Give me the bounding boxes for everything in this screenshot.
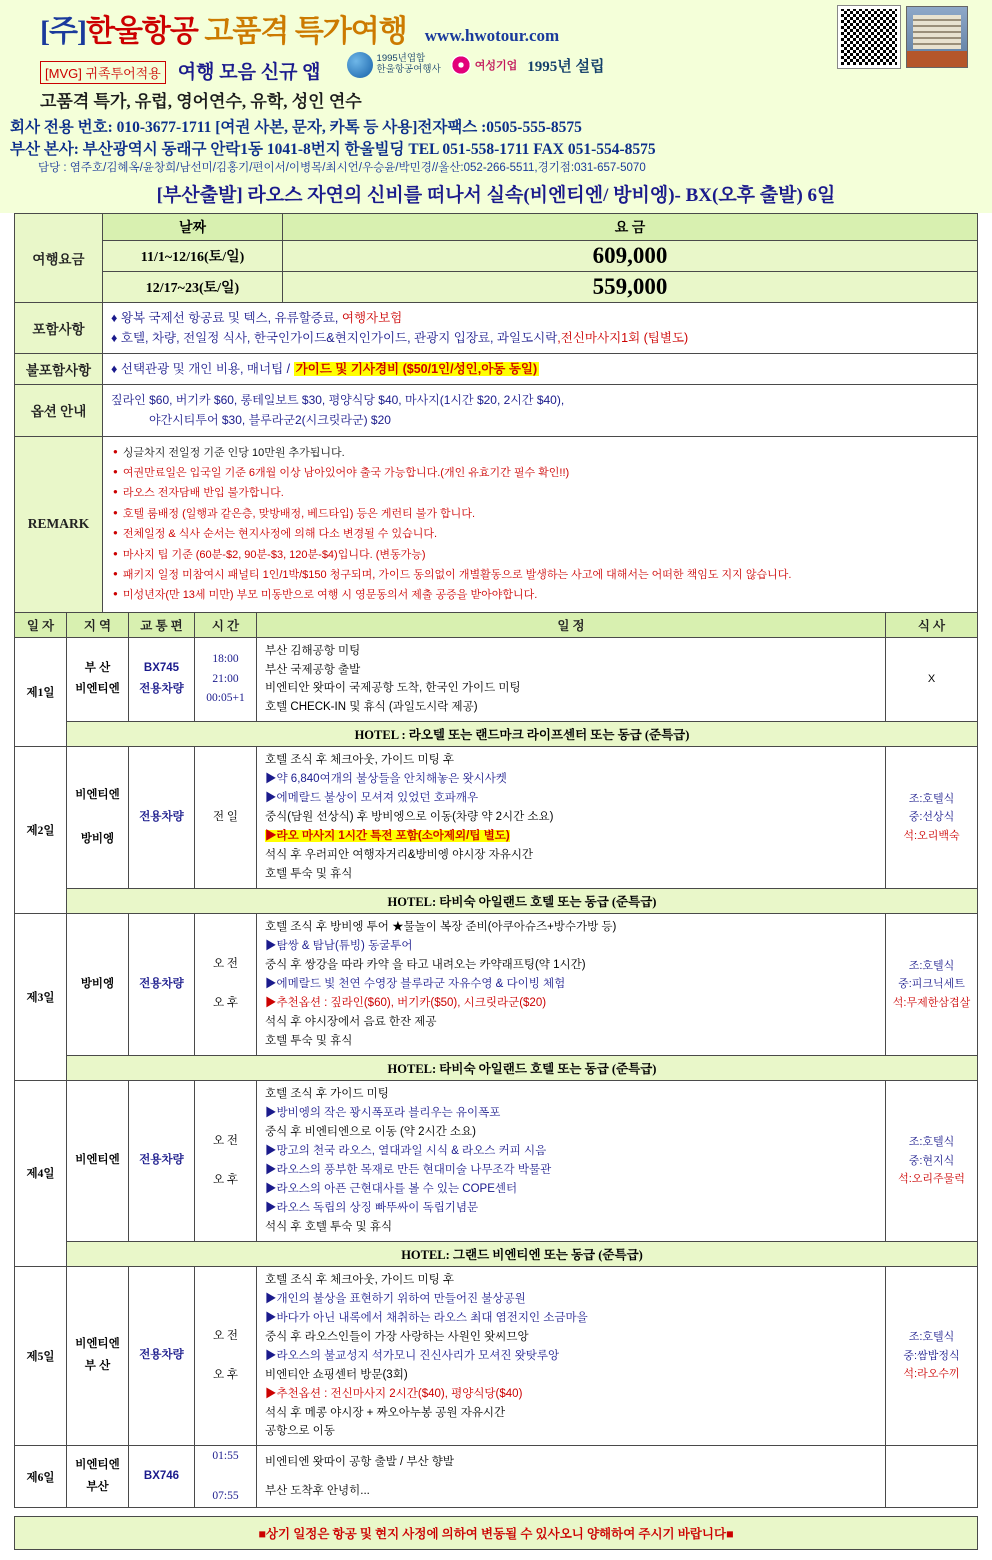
day4-time-1: 오 전	[212, 1134, 239, 1147]
remark-item: ● 전체일정 & 식사 순서는 현지사정에 의해 다소 변경될 수 있습니다.	[113, 524, 967, 544]
day2-sched-4: 중식(담원 선상식) 후 방비엥으로 이동(차량 약 2시간 소요)	[265, 811, 554, 824]
day2-sched-5: ▶라오 마사지 1시간 특전 포함(소아제외/팁 별도)	[265, 830, 510, 843]
day1-vehicle: 전용차량	[139, 683, 184, 696]
col-header-time: 시 간	[195, 612, 257, 637]
itinerary-header-row	[15, 612, 978, 637]
day2-sched-3: ▶에메랄드 불상이 모셔져 있었던 호파깨우	[265, 792, 479, 805]
day6-time-2: 07:55	[212, 1489, 239, 1502]
contact-row-3: 담당 : 염주호/김혜옥/윤창희/남선미/김홍기/편이서/이병목/최시언/우승윤/박민경//울산:052-266-5511,경기점:031-657-5070	[38, 162, 646, 174]
day3-schedule	[257, 914, 886, 1056]
day3-meal	[886, 914, 978, 1056]
day4-area: 비엔티엔	[67, 1080, 129, 1241]
day6-schedule	[257, 1446, 886, 1508]
day5-times	[195, 1266, 257, 1446]
day2-times: 전 일	[195, 747, 257, 889]
day2-sched-7: 호텔 투숙 및 휴식	[265, 868, 353, 881]
day1-time-3: 00:05+1	[206, 692, 245, 705]
day4-sched-8: 석식 후 호텔 투숙 및 휴식	[265, 1220, 393, 1233]
day1-schedule	[257, 637, 886, 722]
table-row	[15, 1080, 978, 1241]
day3-sched-2: ▶탐쌍 & 탐남(튜빙) 동굴투어	[265, 940, 413, 953]
day3-sched-3: 중식 후 쌍강을 따라 카약 을 타고 내려오는 카약래프팅(약 1시간)	[265, 959, 586, 972]
header-subtitle: 고품격 특가, 유럽, 영어연수, 유학, 성인 연수	[40, 92, 362, 111]
company-brand	[40, 6, 407, 50]
day2-label: 제2일	[15, 747, 67, 914]
day3-time-2: 오 후	[212, 997, 239, 1010]
remark-item: ● 미성년자(만 13세 미만) 부모 미동반으로 여행 시 영문동의서 제출 공증을 받아야합니다.	[113, 585, 967, 605]
diamond-icon: ♦	[111, 362, 118, 376]
brand-name: 한울항공	[85, 15, 198, 48]
day4-sched-1: 호텔 조식 후 가이드 미팅	[265, 1087, 389, 1100]
include-label: 포함사항	[15, 303, 103, 354]
include-line2-red: ,전신마사지1회 (팁별도)	[557, 331, 689, 345]
remark-row	[15, 436, 978, 612]
remark-item: ● 패키지 일정 미참여시 패널티 1인/1박/$150 청구되며, 가이드 동의없이 개별활동으로 발생하는 사고에 대해서는 어떠한 책임도 지지 않습니다.	[113, 565, 967, 585]
day5-time-2: 오 후	[212, 1368, 239, 1381]
day5-transport: 전용차량	[129, 1266, 195, 1446]
contact-row-1: 회사 전용 번호: 010-3677-1711 [여권 사본, 문자, 카톡 등 사용]전자팩스 :0505-555-8575	[10, 119, 582, 136]
include-line2: 호텔, 차량, 전일정 식사, 한국인가이드&현지인가이드, 관광지 입장료, 과일도시락	[120, 331, 558, 345]
remark-content	[103, 436, 978, 612]
day6-times	[195, 1446, 257, 1508]
day3-meal-2: 중:피크닉세트	[898, 978, 965, 991]
day3-time-1: 오 전	[212, 958, 239, 971]
day2-meal-2: 중:선상식	[908, 811, 955, 824]
day1-time-2: 21:00	[212, 672, 239, 685]
day3-hotel: HOTEL: 타비숙 아일랜드 호텔 또는 동급 (준특급)	[67, 1055, 978, 1080]
day1-sched-2: 부산 국제공항 출발	[265, 663, 361, 676]
contact-row-2: 부산 본사: 부산광역시 동래구 안락1동 1041-8번지 한울빌딩 TEL 051-558-1711 FAX 051-554-8575	[10, 141, 656, 158]
day5-meal-3: 석:라오수끼	[903, 1368, 960, 1381]
remark-item: ● 싱글차지 전일정 기준 인당 10만원 추가됩니다.	[113, 443, 967, 463]
day5-time-1: 오 전	[212, 1329, 239, 1342]
col-header-day: 일 자	[15, 612, 67, 637]
table-row	[15, 637, 978, 722]
day4-transport: 전용차량	[129, 1080, 195, 1241]
day6-sched-1: 비엔티엔 왓따이 공항 출발 / 부산 향발	[265, 1455, 454, 1468]
exclude-highlight: 가이드 및 기사경비 ($50/1인/성인,아동 동일)	[295, 362, 538, 376]
day6-area-2: 부산	[86, 1480, 109, 1493]
day4-schedule	[257, 1080, 886, 1241]
remark-item: ● 마사지 팁 기준 (60분-$2, 90분-$3, 120분-$4)입니다. (변동가능)	[113, 545, 967, 565]
day2-area-2: 방비엥	[80, 832, 115, 845]
day6-area	[67, 1446, 129, 1508]
day1-times	[195, 637, 257, 722]
qr-code-icon[interactable]	[838, 6, 900, 68]
page-title: [부산출발] 라오스 자연의 신비를 떠나서 실속(비엔티엔/ 방비엥)- BX(오후 출발) 6일	[0, 177, 992, 213]
day1-time-1: 18:00	[212, 653, 239, 666]
day3-label: 제3일	[15, 914, 67, 1081]
diamond-icon: ♦	[111, 311, 118, 325]
brand-tag: 고품격 특가여행	[204, 15, 407, 48]
col-header-meal: 식 사	[886, 612, 978, 637]
day5-sched-6: 비엔티안 쇼핑센터 방문(3회)	[265, 1368, 408, 1381]
price-date-2: 12/17~23(토/일)	[103, 272, 283, 303]
day3-times	[195, 914, 257, 1056]
day2-area-1: 비엔티엔	[75, 789, 120, 802]
day5-area	[67, 1266, 129, 1446]
table-row	[15, 1266, 978, 1446]
day4-time-2: 오 후	[212, 1173, 239, 1186]
office-building-photo	[906, 6, 968, 68]
table-row	[15, 747, 978, 889]
day6-transport: BX746	[129, 1446, 195, 1508]
day3-meal-1: 조:호텔식	[908, 959, 955, 972]
table-row	[15, 272, 978, 303]
remark-item: ● 여권만료일은 입국일 기준 6개월 이상 남아있어야 출국 가능합니다.(개인 유효기간 필수 확인!!)	[113, 463, 967, 483]
cert-1995-union	[347, 52, 441, 78]
day4-meal	[886, 1080, 978, 1241]
info-table	[14, 213, 978, 613]
table-row	[15, 241, 978, 272]
day4-hotel: HOTEL: 그랜드 비엔티엔 또는 동급 (준특급)	[67, 1241, 978, 1266]
day3-sched-6: 석식 후 야시장에서 음료 한잔 제공	[265, 1016, 437, 1029]
day5-label: 제5일	[15, 1266, 67, 1446]
hotel-row	[15, 889, 978, 914]
include-row	[15, 303, 978, 354]
mvg-badge: [MVG] 귀족투어적용	[40, 61, 166, 84]
table-row	[15, 914, 978, 1056]
include-line1-red: 여행자보험	[341, 311, 403, 325]
day4-meal-1: 조:호텔식	[908, 1135, 955, 1148]
day3-sched-5: ▶추천옵션 : 짚라인($60), 버기카($50), 시크릿라군($20)	[265, 997, 547, 1010]
cert-1995-text	[377, 54, 441, 76]
day4-sched-5: ▶라오스의 풍부한 목재로 만든 현대미술 나무조각 박물관	[265, 1163, 552, 1176]
day5-sched-7: ▶추천옵션 : 전신마사지 2시간($40), 평양식당($40)	[265, 1387, 523, 1400]
cert1-line1: 1995년엽합	[376, 53, 426, 65]
day2-area	[67, 747, 129, 889]
price-label: 여행요금	[15, 214, 103, 303]
options-line-2: 야간시티투어 $30, 블루라군2(시크릿라군) $20	[149, 413, 391, 428]
day1-meal: X	[886, 637, 978, 722]
day4-sched-7: ▶라오스 독립의 상징 빠뚜싸이 독립기념문	[265, 1201, 479, 1214]
day5-sched-1: 호텔 조식 후 체크아웃, 가이드 미팅 후	[265, 1273, 454, 1286]
options-content	[103, 385, 978, 437]
day5-sched-4: 중식 후 라오스인들이 가장 사랑하는 사원인 왓씨므앙	[265, 1330, 529, 1343]
day1-flight: BX745	[143, 661, 180, 674]
cert1-line2: 한울항공여행사	[376, 64, 441, 75]
exclude-row	[15, 354, 978, 385]
diamond-icon: ♦	[111, 331, 118, 345]
day3-sched-4: ▶에메랄드 빛 천연 수영장 블루라군 자유수영 & 다이빙 체험	[265, 978, 566, 991]
hotel-row	[15, 1241, 978, 1266]
day2-sched-2: ▶약 6,840여개의 불상들을 안치해놓은 왓시사켓	[265, 773, 507, 786]
exclude-content	[103, 354, 978, 385]
col-header-date: 날짜	[103, 214, 283, 241]
cert-women-business	[451, 55, 518, 75]
table-row	[15, 1446, 978, 1508]
col-header-transport: 교 통 편	[129, 612, 195, 637]
day2-meal-3: 석:오리백숙	[903, 830, 960, 843]
day3-sched-7: 호텔 투숙 및 휴식	[265, 1035, 353, 1047]
day5-sched-2: ▶개인의 불상을 표현하기 위하여 만들어진 불상공원	[265, 1292, 526, 1305]
day6-label: 제6일	[15, 1446, 67, 1508]
col-header-schedule: 일 정	[257, 612, 886, 637]
day4-sched-6: ▶라오스의 아픈 근현대사를 볼 수 있는 COPE센터	[265, 1182, 518, 1195]
globe-icon	[347, 52, 373, 78]
hotel-row	[15, 1055, 978, 1080]
contact-band	[0, 114, 992, 177]
day2-sched-6: 석식 후 우러피안 여행자거리&방비엥 야시장 자유시간	[265, 849, 534, 862]
remark-item: ● 호텔 룸배정 (일행과 같은층, 맞방배정, 베드타입) 등은 게런티 불가 합니다.	[113, 504, 967, 524]
options-line-1: 짚라인 $60, 버기카 $60, 롱테일보트 $30, 평양식당 $40, 마사지(1시간 $20, 2시간 $40),	[111, 393, 565, 407]
day5-sched-5: ▶라오스의 불교성지 석가모니 진신사리가 모셔진 왓탓루앙	[265, 1349, 560, 1362]
include-content	[103, 303, 978, 354]
remark-label: REMARK	[15, 436, 103, 612]
day6-meal	[886, 1446, 978, 1508]
day1-label: 제1일	[15, 637, 67, 747]
day5-schedule	[257, 1266, 886, 1446]
day1-area-1: 부 산	[84, 661, 111, 674]
footer-disclaimer: ■상기 일정은 항공 및 현지 사정에 의하여 변동될 수 있사오니 양해하여 주시기 바랍니다■	[14, 1516, 978, 1550]
include-line1: 왕복 국제선 항공료 및 텍스, 유류할증료,	[120, 311, 339, 325]
day4-meal-3: 석:오리주물럭	[898, 1173, 965, 1186]
website-url[interactable]: www.hwotour.com	[424, 26, 560, 45]
day4-times	[195, 1080, 257, 1241]
col-header-price: 요 금	[283, 214, 978, 241]
day1-sched-1: 부산 김해공항 미팅	[265, 644, 361, 657]
exclude-label: 불포함사항	[15, 354, 103, 385]
day3-area: 방비엥	[67, 914, 129, 1056]
day5-sched-3: ▶바다가 아닌 내록에서 채취하는 라오스 최대 염전지인 소금마을	[265, 1311, 588, 1324]
day2-meal-1: 조:호텔식	[908, 792, 955, 805]
day2-hotel: HOTEL: 타비숙 아일랜드 호텔 또는 동급 (준특급)	[67, 889, 978, 914]
day1-sched-3: 비엔티안 왓따이 국제공항 도착, 한국인 가이드 미팅	[265, 682, 521, 695]
flower-icon	[451, 55, 471, 75]
day5-sched-9: 공항으로 이동	[265, 1425, 335, 1438]
day5-meal-2: 중:쌈밥정식	[903, 1349, 960, 1362]
new-app-label: 여행 모음 신규 앱	[177, 62, 321, 83]
day1-area-2: 비엔티엔	[75, 683, 120, 696]
day1-transport	[129, 637, 195, 722]
day2-meal	[886, 747, 978, 889]
day4-sched-3: 중식 후 비엔티엔으로 이동 (약 2시간 소요)	[265, 1125, 476, 1138]
day4-meal-2: 중:현지식	[908, 1154, 955, 1167]
brochure-header	[0, 0, 992, 114]
day5-area-2: 부 산	[84, 1360, 111, 1373]
itinerary-table	[14, 612, 978, 1509]
day6-sched-2: 부산 도착후 안녕히...	[265, 1484, 370, 1497]
day4-sched-4: ▶망고의 천국 라오스, 열대과일 시식 & 라오스 커피 시음	[265, 1144, 547, 1157]
established-label: 1995년 설립	[527, 58, 605, 75]
remark-item: ● 라오스 전자담배 반입 불가합니다.	[113, 483, 967, 503]
day2-transport: 전용차량	[129, 747, 195, 889]
price-value-2: 559,000	[283, 272, 978, 303]
price-date-1: 11/1~12/16(토/일)	[103, 241, 283, 272]
day6-time-1: 01:55	[212, 1450, 239, 1463]
day5-sched-8: 석식 후 메콩 야시장 + 짜오아누봉 공원 자유시간	[265, 1406, 506, 1419]
day2-schedule	[257, 747, 886, 889]
day5-meal-1: 조:호텔식	[908, 1331, 955, 1344]
day1-area	[67, 637, 129, 722]
day2-sched-1: 호텔 조식 후 체크아웃, 가이드 미팅 후	[265, 754, 454, 767]
day3-sched-1: 호텔 조식 후 방비엥 투어 ★물놀이 복장 준비(아쿠아슈즈+방수가방 등)	[265, 921, 617, 934]
day3-meal-3: 석:무제한삼겹살	[892, 996, 971, 1009]
day4-label: 제4일	[15, 1080, 67, 1266]
day1-hotel: HOTEL : 라오텔 또는 랜드마크 라이프센터 또는 동급 (준특급)	[67, 722, 978, 747]
col-header-area: 지 역	[67, 612, 129, 637]
day3-transport: 전용차량	[129, 914, 195, 1056]
exclude-text: 선택관광 및 개인 비용, 매너팁 /	[120, 362, 291, 376]
cert2-label: 여성기업	[474, 60, 518, 72]
day1-sched-4: 호텔 CHECK-IN 및 휴식 (과일도시락 제공)	[265, 701, 478, 714]
certification-group	[347, 52, 605, 78]
day5-meal	[886, 1266, 978, 1446]
price-value-1: 609,000	[283, 241, 978, 272]
options-row	[15, 385, 978, 437]
hotel-row	[15, 722, 978, 747]
day5-area-1: 비엔티엔	[75, 1338, 120, 1351]
day6-area-1: 비엔티엔	[75, 1458, 120, 1471]
day4-sched-2: ▶방비엥의 작은 꽝시폭포라 블리우는 유이폭포	[265, 1106, 501, 1119]
options-label: 옵션 안내	[15, 385, 103, 437]
brand-bracket: [주]	[40, 15, 86, 48]
